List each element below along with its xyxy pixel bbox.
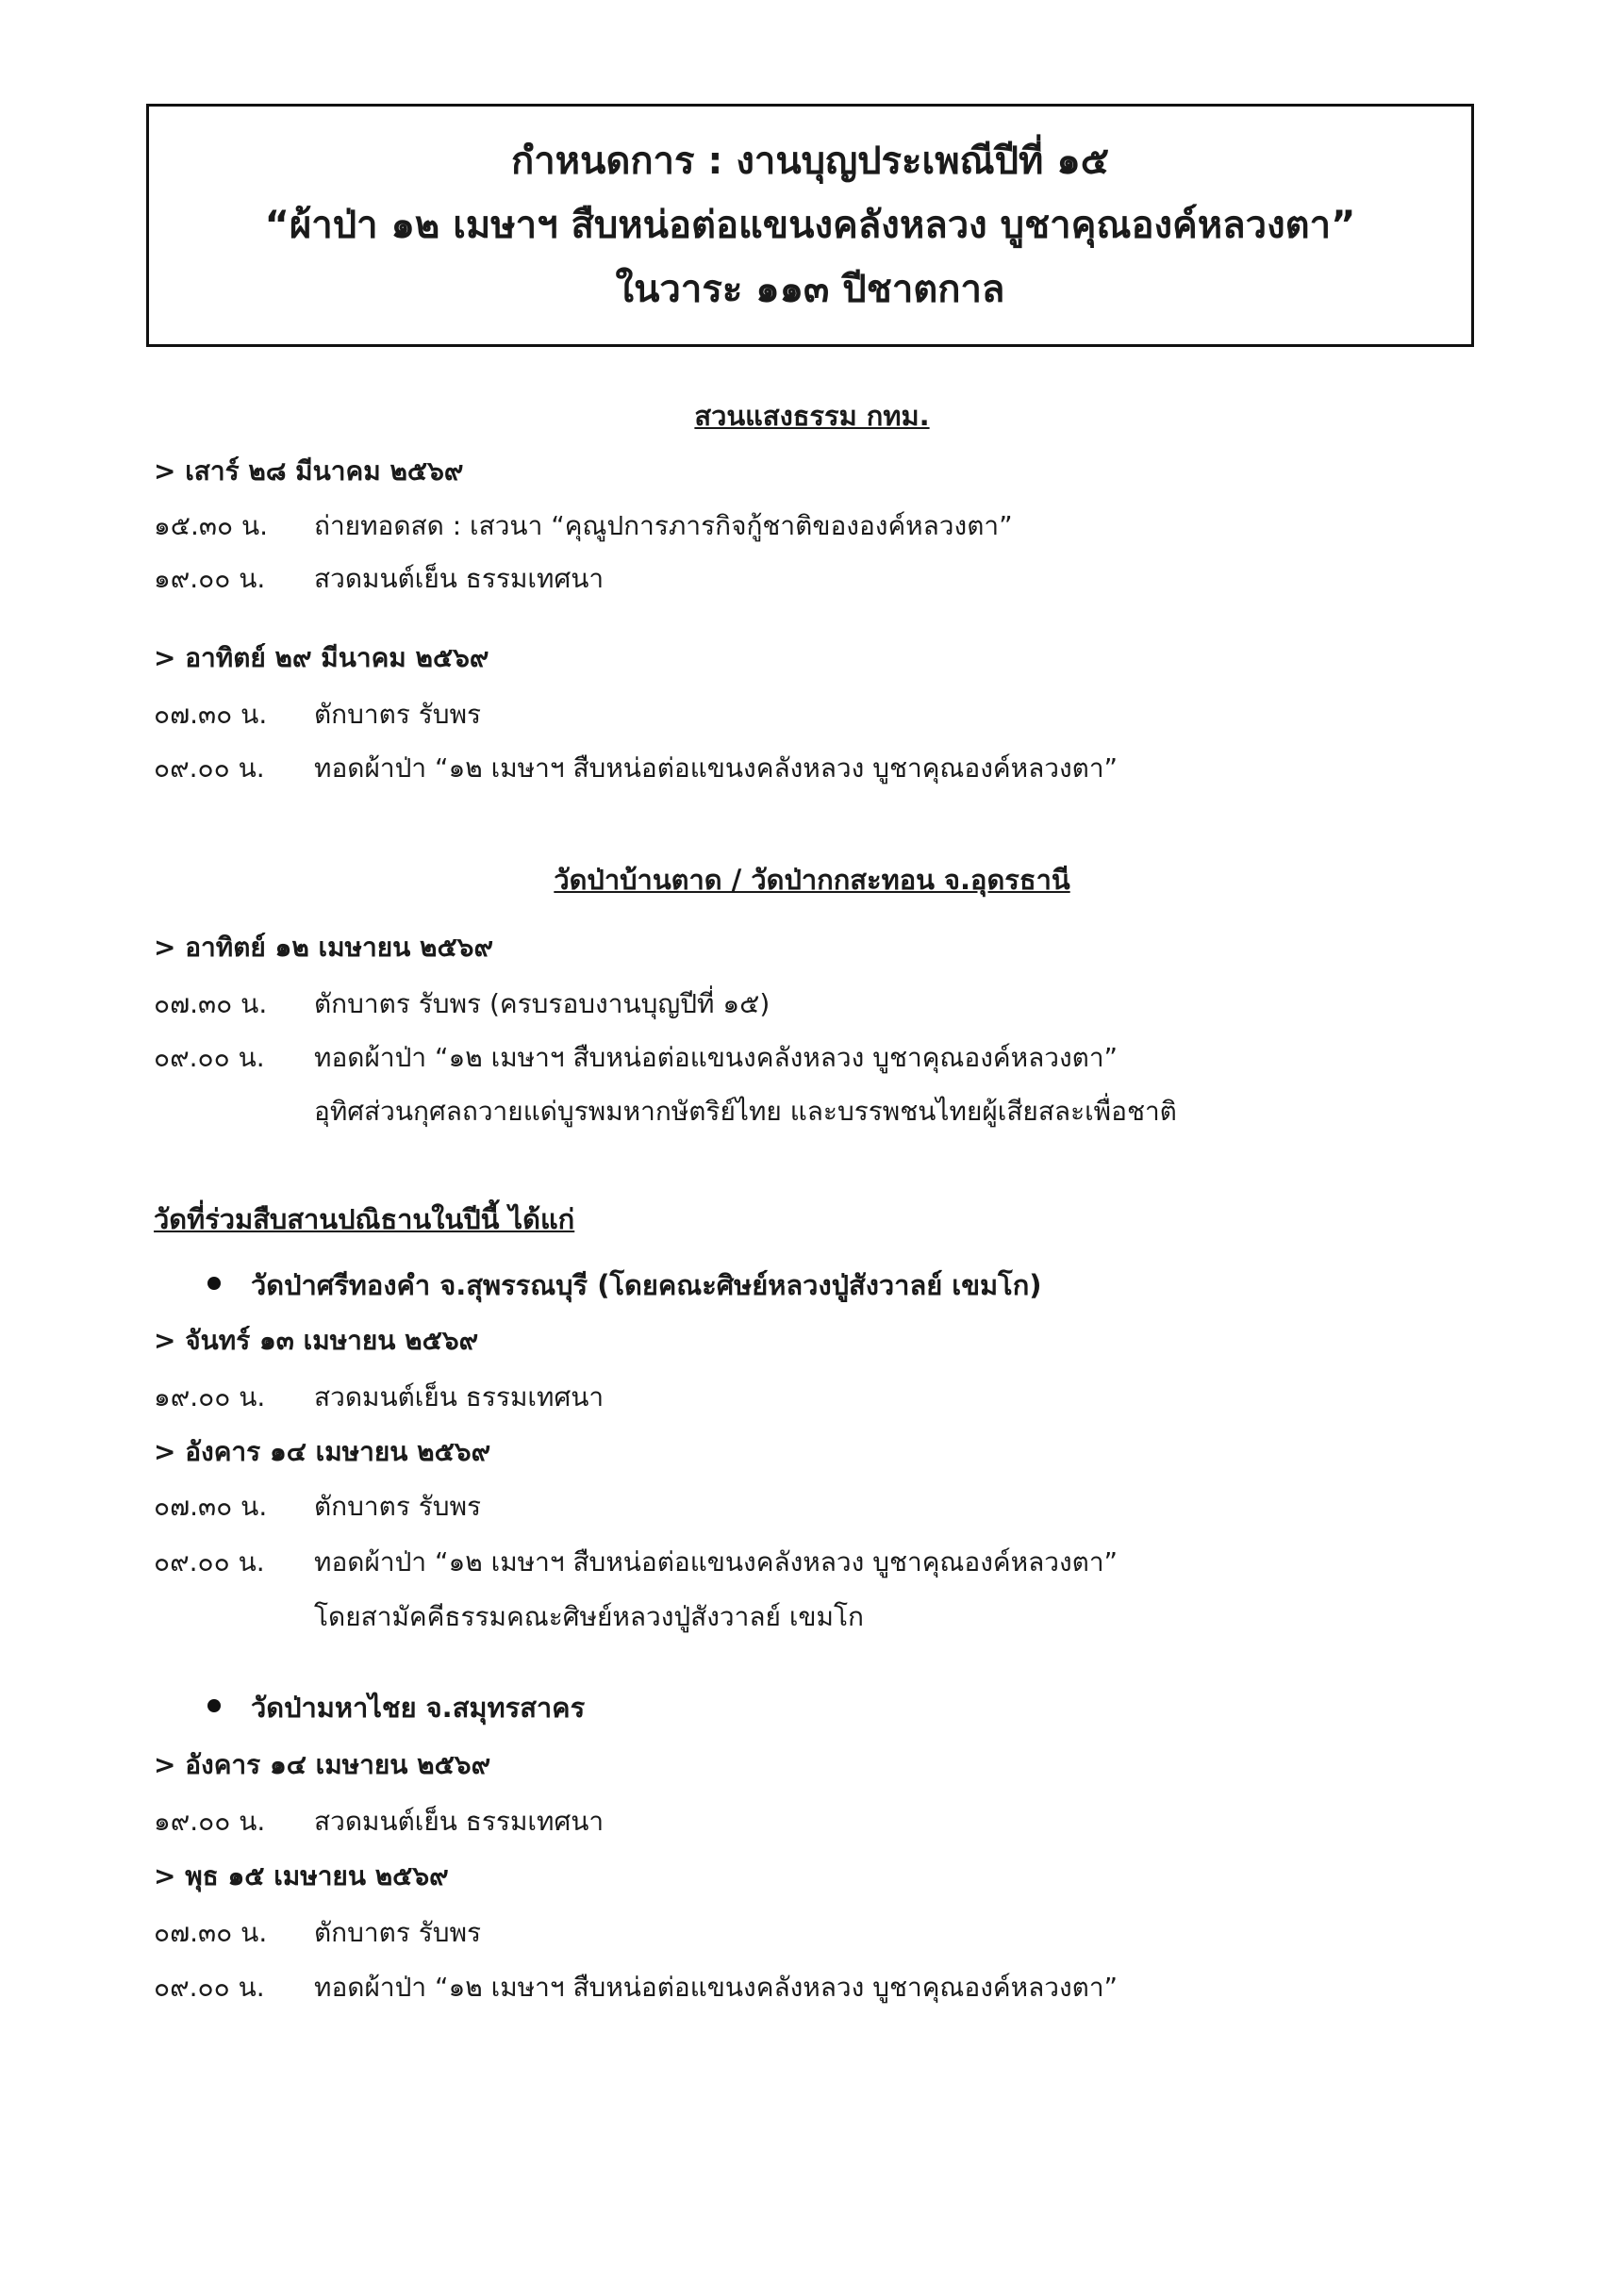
schedule-desc: ตักบาตร รับพร (ครบรอบงานบุญปีที่ ๑๕) <box>314 988 771 1019</box>
title-line-1: กำหนดการ : งานบุญประเพณีปีที่ ๑๕ <box>510 140 1110 183</box>
schedule-time: ๑๙.๐๐ น. <box>154 563 266 594</box>
schedule-desc: สวดมนต์เย็น ธรรมเทศนา <box>314 1381 605 1412</box>
temple-name: วัดป่ามหาไชย จ.สมุทรสาคร <box>251 1692 586 1724</box>
temple-name: วัดป่าศรีทองคำ จ.สุพรรณบุรี (โดยคณะศิษย์หลวงปู่สังวาลย์ เขมโก) <box>251 1269 1042 1301</box>
schedule-continuation: โดยสามัคคีธรรมคณะศิษย์หลวงปู่สังวาลย์ เขมโก <box>314 1601 864 1632</box>
bullet-dot-icon <box>207 1699 221 1712</box>
title-line-3: ในวาระ ๑๑๓ ปีชาตกาล <box>615 268 1005 311</box>
schedule-time: ๑๙.๐๐ น. <box>154 1806 266 1837</box>
schedule-desc: ทอดผ้าป่า “๑๒ เมษาฯ สืบหน่อต่อแขนงคลังหลวง บูชาคุณองค์หลวงตา” <box>314 752 1119 784</box>
schedule-time: ๐๗.๓๐ น. <box>154 1917 268 1948</box>
schedule-desc: ทอดผ้าป่า “๑๒ เมษาฯ สืบหน่อต่อแขนงคลังหลวง บูชาคุณองค์หลวงตา” <box>314 1042 1119 1073</box>
schedule-desc: สวดมนต์เย็น ธรรมเทศนา <box>314 563 605 594</box>
schedule-continuation: อุทิศส่วนกุศลถวายแด่บูรพมหากษัตริย์ไทย และบรรพชนไทยผู้เสียสละเพื่อชาติ <box>314 1096 1177 1127</box>
schedule-desc: ตักบาตร รับพร <box>314 1917 482 1948</box>
date-line: > อังคาร ๑๔ เมษายน ๒๕๖๙ <box>154 1436 491 1467</box>
schedule-desc: ถ่ายทอดสด : เสวนา “คุณูปการภารกิจกู้ชาติขององค์หลวงตา” <box>314 510 1013 541</box>
schedule-time: ๐๙.๐๐ น. <box>154 752 265 784</box>
section-heading-suan-saeng-tham: สวนแสงธรรม กทม. <box>694 400 930 432</box>
date-line: > พุธ ๑๕ เมษายน ๒๕๖๙ <box>154 1860 449 1891</box>
title-line-2: “ผ้าป่า ๑๒ เมษาฯ สืบหน่อต่อแขนงคลังหลวง บูชาคุณองค์หลวงตา” <box>264 204 1356 247</box>
title-box <box>146 104 1474 347</box>
date-line: > เสาร์ ๒๘ มีนาคม ๒๕๖๙ <box>154 455 464 487</box>
bullet-dot-icon <box>207 1277 221 1290</box>
section-heading-participating-temples: วัดที่ร่วมสืบสานปณิธานในปีนี้ ได้แก่ <box>154 1203 575 1235</box>
date-line: > จันทร์ ๑๓ เมษายน ๒๕๖๙ <box>154 1325 479 1356</box>
schedule-time: ๐๙.๐๐ น. <box>154 1546 265 1577</box>
schedule-time: ๑๕.๓๐ น. <box>154 510 269 541</box>
schedule-desc: ทอดผ้าป่า “๑๒ เมษาฯ สืบหน่อต่อแขนงคลังหลวง บูชาคุณองค์หลวงตา” <box>314 1972 1119 2003</box>
date-line: > อังคาร ๑๔ เมษายน ๒๕๖๙ <box>154 1749 491 1780</box>
schedule-time: ๑๙.๐๐ น. <box>154 1381 266 1412</box>
schedule-time: ๐๙.๐๐ น. <box>154 1042 265 1073</box>
schedule-desc: ตักบาตร รับพร <box>314 1491 482 1522</box>
schedule-desc: ทอดผ้าป่า “๑๒ เมษาฯ สืบหน่อต่อแขนงคลังหลวง บูชาคุณองค์หลวงตา” <box>314 1546 1119 1577</box>
schedule-desc: สวดมนต์เย็น ธรรมเทศนา <box>314 1806 605 1837</box>
date-line: > อาทิตย์ ๒๙ มีนาคม ๒๕๖๙ <box>154 642 489 673</box>
schedule-time: ๐๗.๓๐ น. <box>154 988 268 1019</box>
date-line: > อาทิตย์ ๑๒ เมษายน ๒๕๖๙ <box>154 932 493 963</box>
schedule-time: ๐๗.๓๐ น. <box>154 699 268 730</box>
schedule-desc: ตักบาตร รับพร <box>314 699 482 730</box>
schedule-time: ๐๙.๐๐ น. <box>154 1972 265 2003</box>
section-heading-wat-pa-ban-tad: วัดป่าบ้านตาด / วัดป่ากกสะทอน จ.อุดรธานี <box>554 864 1070 896</box>
schedule-time: ๐๗.๓๐ น. <box>154 1491 268 1522</box>
